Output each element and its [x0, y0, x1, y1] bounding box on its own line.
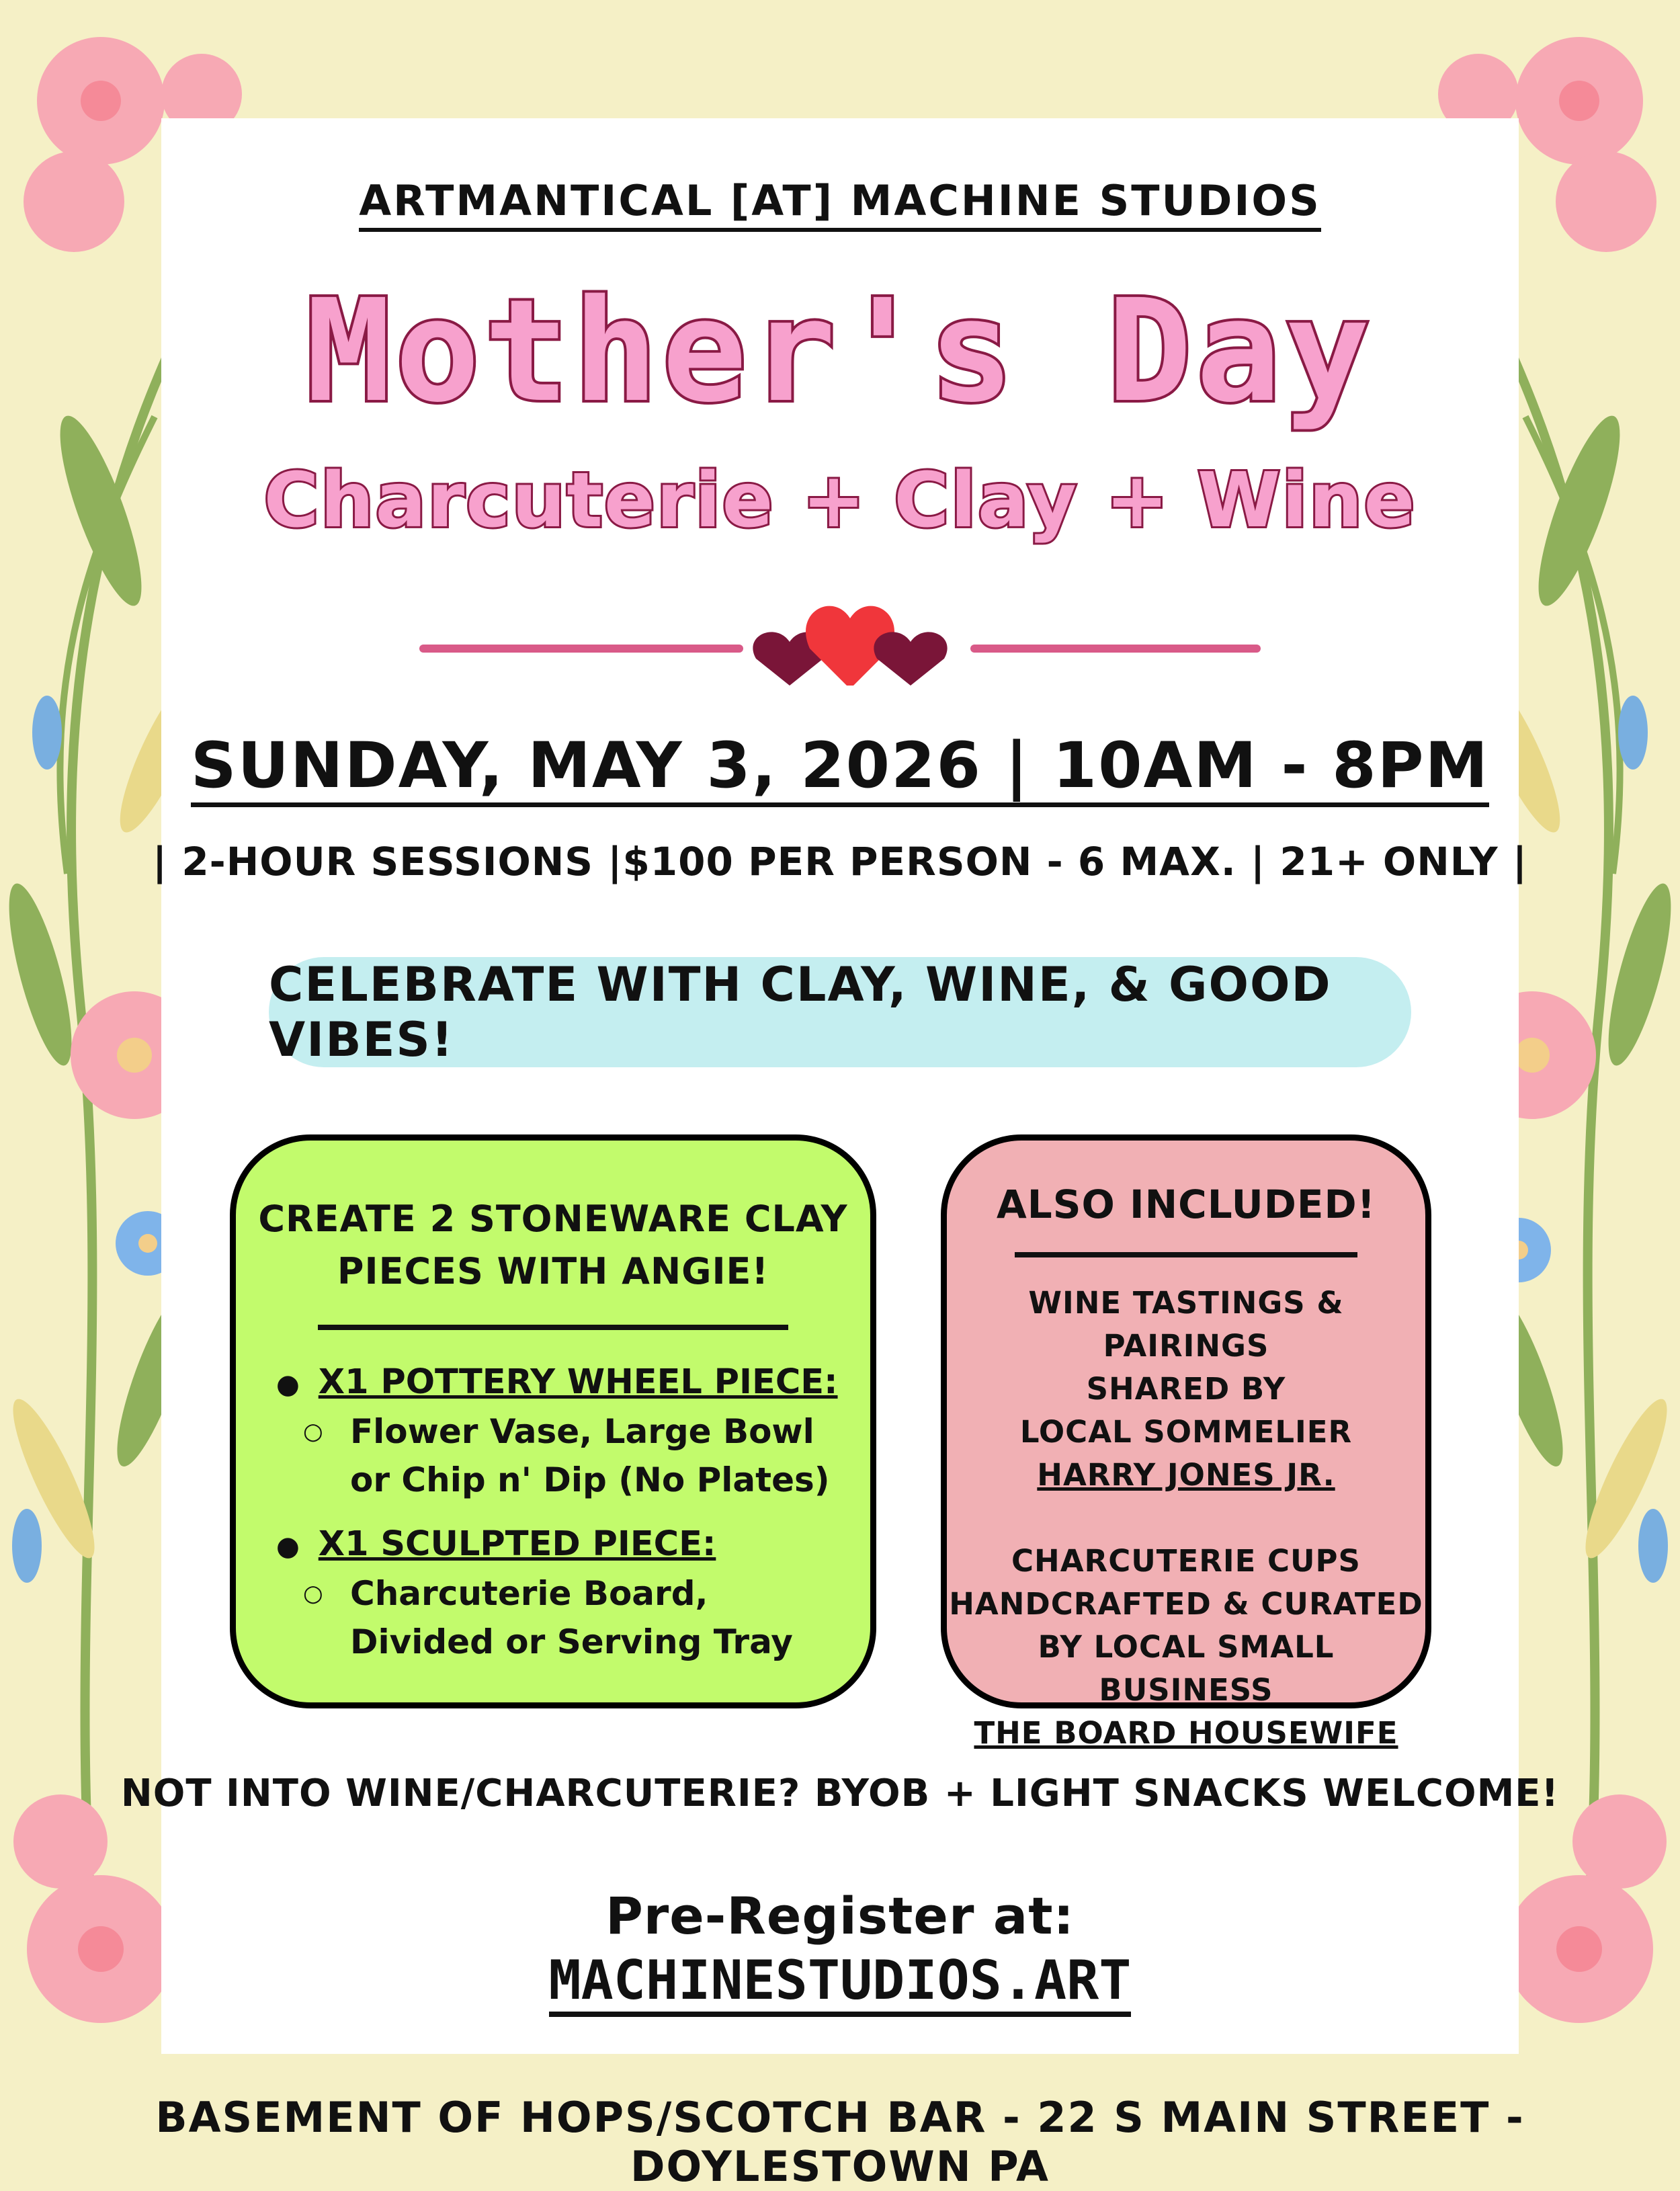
celebrate-banner: CELEBRATE WITH CLAY, WINE, & GOOD VIBES!	[269, 957, 1411, 1067]
studio-name: ARTMANTICAL [AT] MACHINE STUDIOS	[0, 176, 1680, 225]
clay-pieces-box	[230, 1134, 876, 1708]
event-title: Mother's Day	[306, 269, 1374, 433]
venue-address: BASEMENT OF HOPS/SCOTCH BAR - 22 S MAIN STREET - DOYLESTOWN PA	[155, 2093, 1525, 2191]
byob-note: NOT INTO WINE/CHARCUTERIE? BYOB + LIGHT SNACKS WELCOME!	[120, 1772, 1560, 1815]
event-date-time: SUNDAY, MAY 3, 2026 | 10AM - 8PM	[0, 729, 1680, 802]
clay-box-heading: CREATE 2 STONEWARE CLAY PIECES WITH ANGIE!	[258, 1198, 848, 1292]
preregister-label: Pre-Register at:	[605, 1886, 1075, 1946]
list-item: ● X1 SCULPTED PIECE: ○ Charcuterie Board, Divided or Serving Tray	[276, 1524, 793, 1661]
list-item: ● X1 POTTERY WHEEL PIECE: ○ Flower Vase, Large Bowl or Chip n' Dip (No Plates)	[276, 1362, 838, 1499]
business-name: THE BOARD HOUSEWIFE	[974, 1715, 1398, 1751]
included-heading: ALSO INCLUDED!	[996, 1182, 1376, 1227]
sommelier-name: HARRY JONES JR.	[1037, 1457, 1335, 1493]
event-details: | 2-HOUR SESSIONS |$100 PER PERSON - 6 MAX. | 21+ ONLY |	[152, 839, 1528, 884]
register-link[interactable]: MACHINESTUDIOS.ART	[0, 1949, 1680, 2012]
charcuterie-info: CHARCUTERIE CUPS HANDCRAFTED & CURATED BY LOCAL SMALL BUSINESS THE BOARD HOUSEWIFE	[947, 1540, 1425, 1755]
also-included-box	[941, 1134, 1431, 1751]
divider	[318, 1325, 788, 1330]
divider	[1015, 1252, 1357, 1257]
event-subtitle: Charcuterie + Clay + Wine	[263, 457, 1417, 544]
heart-icon	[874, 632, 947, 686]
heart-divider	[417, 591, 1263, 686]
wine-info: WINE TASTINGS & PAIRINGS SHARED BY LOCAL SOMMELIER HARRY JONES JR.	[947, 1282, 1425, 1497]
clay-item-list	[236, 1330, 870, 1666]
